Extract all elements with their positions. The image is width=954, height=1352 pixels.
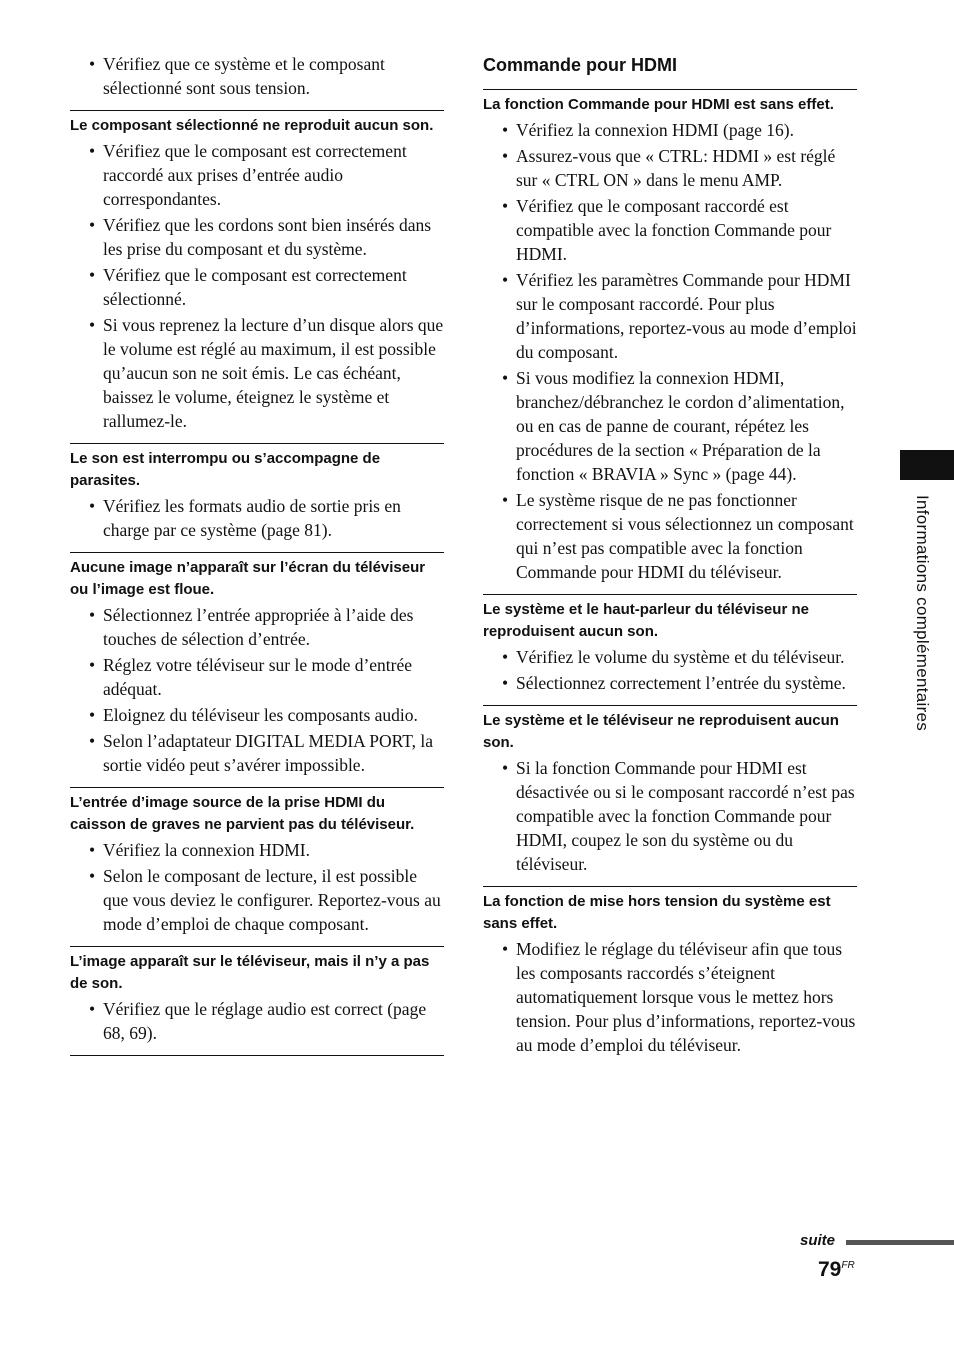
solution-list	[70, 139, 444, 443]
solution-list	[70, 603, 444, 787]
solution-item: • Assurez-vous que « CTRL: HDMI » est réglé sur « CTRL ON » dans le menu AMP.	[483, 144, 857, 192]
solution-item: • Vérifiez la connexion HDMI (page 16).	[483, 118, 857, 142]
trouble-heading: Le système et le haut-parleur du téléviseur ne reproduisent aucun son.	[483, 601, 809, 640]
trouble-section	[70, 787, 444, 946]
side-label: Informations complémentaires	[913, 495, 932, 732]
trouble-heading: L’entrée d’image source de la prise HDMI du caisson de graves ne parvient pas du téléviseur.	[70, 794, 415, 833]
solution-item: • Si vous reprenez la lecture d’un disque alors que le volume est réglé au maximum, il est possible qu’aucun son ne soit émis. Le cas échéant, baissez le volume, éteignez le système et rallumez-le.	[70, 313, 444, 433]
trouble-heading: La fonction Commande pour HDMI est sans effet.	[483, 96, 834, 113]
trouble-heading: La fonction de mise hors tension du système est sans effet.	[483, 893, 831, 932]
solution-list	[70, 838, 444, 946]
right-column	[483, 52, 857, 1067]
trouble-heading: Le son est interrompu ou s’accompagne de parasites.	[70, 450, 381, 489]
solution-item: • Vérifiez que ce système et le composant sélectionné sont sous tension.	[70, 52, 444, 100]
trouble-section	[483, 594, 857, 705]
solution-list	[70, 997, 444, 1055]
trouble-section	[70, 946, 444, 1056]
solution-list	[483, 118, 857, 594]
trouble-section	[70, 110, 444, 443]
left-column	[70, 52, 444, 1056]
page-number-suffix: FR	[841, 1260, 855, 1271]
solution-list	[70, 494, 444, 552]
solution-list	[483, 756, 857, 886]
solution-item: • Selon l’adaptateur DIGITAL MEDIA PORT, la sortie vidéo peut s’avérer impossible.	[70, 729, 444, 777]
trouble-heading: Le composant sélectionné ne reproduit aucun son.	[70, 117, 434, 134]
solution-list	[483, 645, 857, 705]
trouble-section	[70, 52, 444, 110]
trouble-section	[70, 552, 444, 787]
solution-item: • Selon le composant de lecture, il est possible que vous deviez le configurer. Reportez-vous au mode d’emploi de chaque composant.	[70, 864, 444, 936]
side-tab-marker	[900, 450, 954, 480]
trouble-section	[70, 443, 444, 552]
solution-item: • Vérifiez que le réglage audio est correct (page 68, 69).	[70, 997, 444, 1045]
solution-item: • Vérifiez les paramètres Commande pour HDMI sur le composant raccordé. Pour plus d’informations, reportez-vous au mode d’emploi du composant.	[483, 268, 857, 364]
solution-item: • Vérifiez la connexion HDMI.	[70, 838, 444, 862]
solution-item: • Si la fonction Commande pour HDMI est désactivée ou si le composant raccordé n’est pas compatible avec la fonction Commande pour HDMI, coupez le son du système ou du téléviseur.	[483, 756, 857, 876]
solution-item: • Sélectionnez correctement l’entrée du système.	[483, 671, 857, 695]
trouble-heading: Aucune image n’apparaît sur l’écran du téléviseur ou l’image est floue.	[70, 559, 426, 598]
trouble-section	[483, 89, 857, 594]
solution-item: • Vérifiez que le composant raccordé est compatible avec la fonction Commande pour HDMI.	[483, 194, 857, 266]
trouble-section	[483, 886, 857, 1067]
solution-list	[483, 937, 857, 1067]
page-number	[818, 1258, 855, 1282]
trouble-heading: Le système et le téléviseur ne reproduisent aucun son.	[483, 712, 839, 751]
solution-item: • Vérifiez que le composant est correctement sélectionné.	[70, 263, 444, 311]
trouble-heading: L’image apparaît sur le téléviseur, mais il n’y a pas de son.	[70, 953, 430, 992]
solution-item: • Vérifiez le volume du système et du téléviseur.	[483, 645, 857, 669]
suite-label: suite	[800, 1232, 836, 1249]
solution-item: • Eloignez du téléviseur les composants audio.	[70, 703, 444, 727]
trouble-section	[483, 705, 857, 886]
solution-item: • Réglez votre téléviseur sur le mode d’entrée adéquat.	[70, 653, 444, 701]
solution-item: • Vérifiez que le composant est correctement raccordé aux prises d’entrée audio correspondantes.	[70, 139, 444, 211]
solution-item: • Sélectionnez l’entrée appropriée à l’aide des touches de sélection d’entrée.	[70, 603, 444, 651]
right-sections	[483, 89, 857, 1067]
suite-bar	[846, 1240, 954, 1245]
solution-item: • Le système risque de ne pas fonctionner correctement si vous sélectionnez un composant qui n’est pas compatible avec la fonction Commande pour HDMI du téléviseur.	[483, 488, 857, 584]
solution-item: • Si vous modifiez la connexion HDMI, branchez/débranchez le cordon d’alimentation, ou en cas de panne de courant, répétez les procédures de la section « Préparation de la fonction « BRAVIA » Sync » (page 44).	[483, 366, 857, 486]
solution-item: • Vérifiez les formats audio de sortie pris en charge par ce système (page 81).	[70, 494, 444, 542]
page-number-value: 79	[818, 1258, 842, 1281]
solution-list	[70, 52, 444, 110]
section-title: Commande pour HDMI	[483, 55, 678, 75]
solution-item: • Modifiez le réglage du téléviseur afin que tous les composants raccordés s’éteignent automatiquement lorsque vous le mettez hors tension. Pour plus d’informations, reportez-vous au mode d’emploi du téléviseur.	[483, 937, 857, 1057]
solution-item: • Vérifiez que les cordons sont bien insérés dans les prise du composant et du système.	[70, 213, 444, 261]
